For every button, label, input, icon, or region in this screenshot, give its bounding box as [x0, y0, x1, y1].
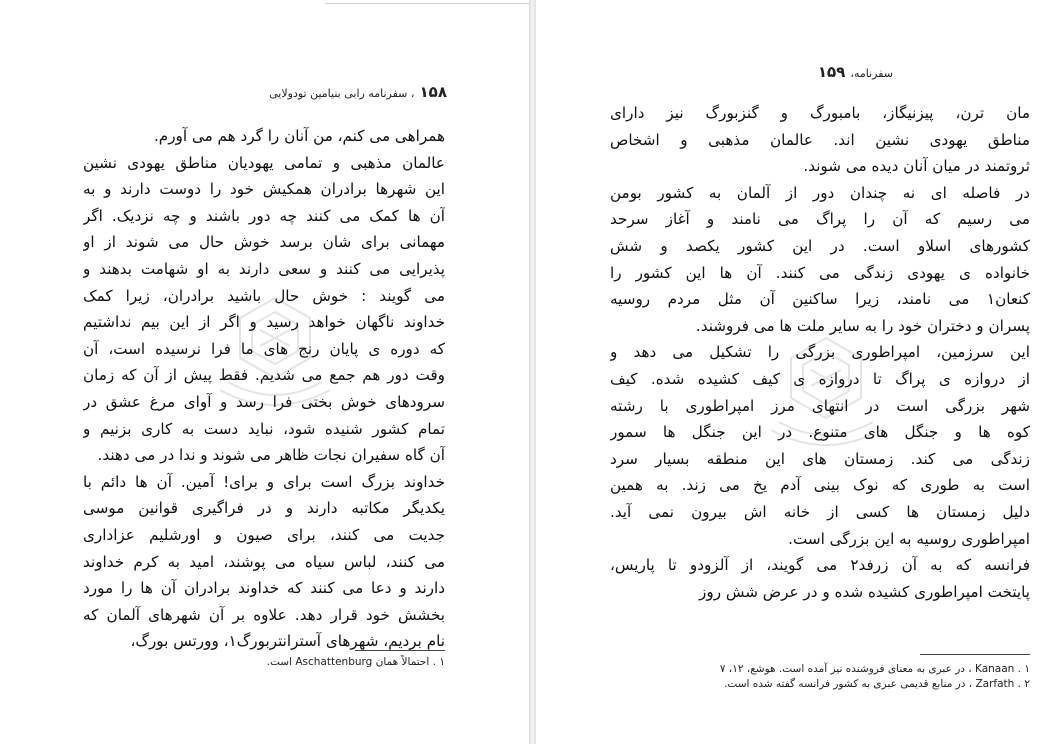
running-title: سفرنامه،: [850, 67, 893, 80]
text-line: می گویند : خوش حال باشید برادران، زیرا کمک: [83, 286, 445, 305]
text-line: این سرزمین، امپراطوری بزرگی را تشکیل می دهد و: [610, 343, 1030, 362]
text-line: دلیل زمستان ها کسی از خانه اش بیرون نمی آید.: [610, 502, 1030, 521]
text-line: خداوند ناگهان خواهد رسید و اگر از این بیم نداشتیم: [83, 313, 445, 332]
text-line: زندگی می کند. زمستان های این منطقه بسیار سرد: [610, 449, 1030, 468]
page-number: ۱۵۸: [419, 83, 447, 101]
right-page-header: [818, 62, 893, 81]
right-page-body: [610, 100, 1030, 605]
left-page-footnotes: [83, 655, 445, 670]
text-line: ثروتمند در میان آنان دیده می شوند.: [803, 157, 1030, 176]
top-edge-line: [325, 0, 529, 4]
text-line: می رسیم که آن را پراگ می نامند و آغاز سرحد: [610, 210, 1030, 229]
text-line: یکدیگر مکاتبه دارند و در فراگیری قوانین موسی: [83, 499, 445, 518]
left-page-body: [83, 123, 445, 655]
text-line: کنعان۱ می نامند، زیرا ساکنین آن مثل مردم روسیه: [610, 290, 1030, 309]
footnote-rule: [355, 650, 445, 651]
text-line: همراهی می کنم، من آنان را گرد هم می آورم.: [153, 127, 445, 145]
text-line: نام بردیم، شهرهای آسترانتربورگ۱، وورتس بورگ،: [130, 632, 445, 651]
text-line: کوه ها و جنگل های متنوع. در این جنگل ها سمور: [610, 423, 1030, 442]
text-line: کشورهای اسلاو است. در این کشور یکصد و شش: [610, 236, 1030, 255]
right-page: [536, 0, 1063, 744]
text-line: دارند و دعا می کنند که خداوند برادران آن ها را مورد: [83, 579, 445, 598]
text-line: مان ترن، پیزنیگاز، بامبورگ و گنزبورگ نیز دارای: [610, 104, 1030, 122]
text-line: است به طوری که نوک بینی آدم یخ می زند. به همین: [610, 476, 1030, 495]
text-line: عالمان مذهبی و تمامی یهودیان مناطق یهودی نشین: [83, 153, 445, 172]
text-line: این شهرها برادران همکیش خود را دوست دارند و به: [83, 180, 445, 199]
text-line: مهمانی برای شان برسد خوش حال می شوند از او: [83, 233, 445, 252]
text-line: سرودهای خوش بختی فرا رسد و آوای مرغ عشق در: [83, 392, 445, 411]
left-page: [0, 0, 529, 744]
text-line: از دروازه ی پراگ تا دروازه ی کیف کشیده شده. کیف: [610, 369, 1030, 388]
text-line: وقت دور هم جمع می شدیم. فقط پیش از آن که زمان: [83, 366, 445, 385]
text-line: امپراطوری روسیه به این بزرگی است.: [788, 529, 1030, 548]
footnote: ۱ . احتمالاً همان Aschattenburg است.: [266, 656, 445, 668]
text-line: می کنند، لباس سیاه می پوشند، امید به کرم خداوند: [83, 552, 445, 571]
text-line: که دوره ی پایان رنج های ما فرا نرسیده است، آن: [83, 339, 445, 358]
right-page-footnotes: [600, 662, 1030, 692]
book-gutter: [529, 0, 536, 744]
text-line: مناطق یهودی نشین اند. عالمان مذهبی و اشخاص: [610, 130, 1030, 149]
text-line: در فاصله ای نه چندان دور از آلمان به کشور بومن: [610, 183, 1030, 202]
text-line: آن ها کمک می کنند چه دور باشند و چه نزدیک. اگر: [83, 206, 445, 225]
text-line: پسران و دختران خود را به سایر ملت ها می فروشند.: [695, 316, 1030, 335]
running-title: ، سفرنامه رابی بنیامین تودولایی: [269, 87, 415, 100]
footnote-rule: [920, 654, 1030, 655]
text-line: فرانسه که به آن زرفد۲ می گویند، از آلزودو تا پاریس،: [610, 556, 1030, 575]
text-line: بخشش خود قرار دهد. علاوه بر آن شهرهای آلمان که: [83, 605, 445, 624]
footnote: ۲ . Zarfath ، در منابع قدیمی عبری به کشور فرانسه گفته شده است.: [724, 678, 1030, 690]
text-line: تمام کشور شنیده شود، نباید دست به کاری بزنیم و: [83, 419, 445, 438]
text-line: جدیت می کنند، برای صیون و اورشلیم عزاداری: [83, 525, 445, 544]
footnote: ۱ . Kanaan ، در عبری به معنای فروشنده نیز آمده است. هوشع، ۱۲، ۷: [719, 663, 1030, 675]
text-line: پایتخت امپراطوری کشیده شده و در عرض شش روز: [699, 582, 1030, 601]
left-page-header: [269, 82, 447, 101]
text-line: خانواده ی یهودی زندگی می کنند. آن ها این کشور را: [610, 263, 1030, 282]
text-line: خداوند بزرگ است برای و برای! آمین. آن ها دائم با: [83, 472, 445, 491]
text-line: شهر بزرگی است در انتهای مرز امپراطوری با رشته: [610, 396, 1030, 415]
text-line: پذیرایی می کنند و سعی دارند به او شهامت بدهند و: [83, 259, 445, 278]
page-number: ۱۵۹: [817, 63, 846, 81]
text-line: آن گاه سفیران نجات ظاهر می شوند و ندا در می دهند.: [97, 446, 445, 465]
